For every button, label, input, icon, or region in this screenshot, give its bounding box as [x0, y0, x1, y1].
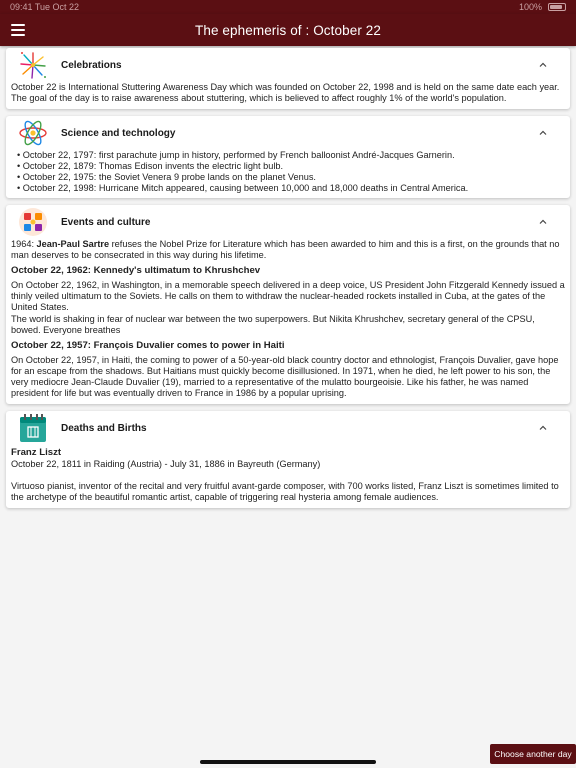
- culture-icon: [17, 206, 49, 238]
- event-heading: October 22, 1962: Kennedy's ultimatum to Khrushchev: [11, 265, 261, 276]
- deaths-title: Deaths and Births: [61, 422, 147, 434]
- celebrations-body: [10, 82, 566, 104]
- chevron-up-icon[interactable]: [538, 423, 548, 433]
- events-intro: [11, 239, 566, 261]
- chevron-up-icon[interactable]: [538, 60, 548, 70]
- intro-name: Jean-Paul Sartre: [36, 239, 110, 249]
- science-header[interactable]: [10, 116, 566, 150]
- ephemeris-content: [6, 48, 570, 515]
- list-item: • October 22, 1879: Thomas Edison invents the electric light bulb.: [17, 161, 284, 171]
- person-name: Franz Liszt: [11, 447, 62, 458]
- science-card: [6, 116, 570, 198]
- deaths-body: [10, 447, 566, 503]
- celebrations-header[interactable]: [10, 48, 566, 82]
- celebrations-text: October 22 is International Stuttering Awareness Day which was founded on October 22, 1998 and is held on the same date each year. The goal of the day is to raise awareness about stuttering, which is believed to affect roughly 1% of the world's population.: [11, 82, 560, 103]
- deaths-card: [6, 411, 570, 508]
- science-body: [10, 150, 566, 194]
- science-title: Science and technology: [61, 127, 176, 139]
- battery-percent: 100%: [518, 2, 542, 12]
- status-right: [519, 2, 566, 12]
- person-bio: Virtuoso pianist, inventor of the recital and very fruitful avant-garde composer, with 700 works listed, Franz Liszt is sometimes limited to the archetype of the beautiful romantic artist, capable of triggering real hysteria among female audiences.: [11, 481, 559, 502]
- status-time: 09:41: [10, 2, 33, 12]
- atom-icon: [17, 117, 49, 149]
- events-body: [10, 239, 566, 399]
- battery-icon: [548, 3, 566, 11]
- chevron-up-icon[interactable]: [538, 217, 548, 227]
- status-bar: [0, 0, 576, 14]
- event-text: The world is shaking in fear of nuclear war between the two superpowers. But Nikita Khrushchev, secretary general of the CPSU, bowed. Everyone breathes: [11, 314, 535, 335]
- app-header: [0, 14, 576, 46]
- events-card: [6, 205, 570, 404]
- choose-another-day-button[interactable]: Choose another day: [490, 744, 576, 764]
- list-item: • October 22, 1797: first parachute jump in history, performed by French balloonist André-Jacques Garnerin.: [17, 150, 455, 160]
- event-text: On October 22, 1957, in Haiti, the coming to power of a 50-year-old black country doctor and ethnologist, François Duvalier, gave hope for an escape from the shadows. But Haitians must quickly become disillusioned. In 1971, when he died, he left power to his son, the very mediocre Jean-Claude Duvalier (19), married to a representative of the mulatto bourgeoisie. Like his father, he was named president for life but was eventually driven to France in 1986 by a popular uprising.: [11, 355, 559, 398]
- list-item: • October 22, 1998: Hurricane Mitch appeared, causing between 10,000 and 18,000 deaths in Central America.: [17, 183, 469, 193]
- event-text: On October 22, 1962, in Washington, in a memorable speech delivered in a deep voice, US President John Fitzgerald Kennedy issued a thinly veiled ultimatum to the Soviets. He calls on them to withdraw the nuclear-headed rockets installed in Cuba, at the gates of the United States.: [11, 280, 565, 312]
- event-heading: October 22, 1957: François Duvalier comes to power in Haiti: [11, 340, 285, 351]
- page-title: The ephemeris of : October 22: [195, 22, 381, 38]
- status-date: Tue Oct 22: [34, 2, 80, 12]
- chevron-up-icon[interactable]: [538, 128, 548, 138]
- intro-rest: refuses the Nobel Prize for Literature which has been awarded to him and this is a first, on the grounds that no man deserves to be consecrated in this way during his lifetime.: [11, 239, 560, 260]
- calendar-icon: [17, 412, 49, 444]
- person-dates: October 22, 1811 in Raiding (Austria) - July 31, 1886 in Bayreuth (Germany): [11, 459, 321, 469]
- deaths-header[interactable]: [10, 411, 566, 445]
- intro-year: 1964:: [11, 239, 37, 249]
- fireworks-icon: [17, 49, 49, 81]
- hamburger-menu-icon[interactable]: [8, 20, 28, 40]
- celebrations-title: Celebrations: [61, 59, 122, 71]
- celebrations-card: [6, 48, 570, 109]
- list-item: • October 22, 1975: the Soviet Venera 9 probe lands on the planet Venus.: [17, 172, 316, 182]
- events-title: Events and culture: [61, 216, 151, 228]
- status-left: [10, 2, 79, 12]
- events-header[interactable]: [10, 205, 566, 239]
- home-indicator: [200, 760, 376, 764]
